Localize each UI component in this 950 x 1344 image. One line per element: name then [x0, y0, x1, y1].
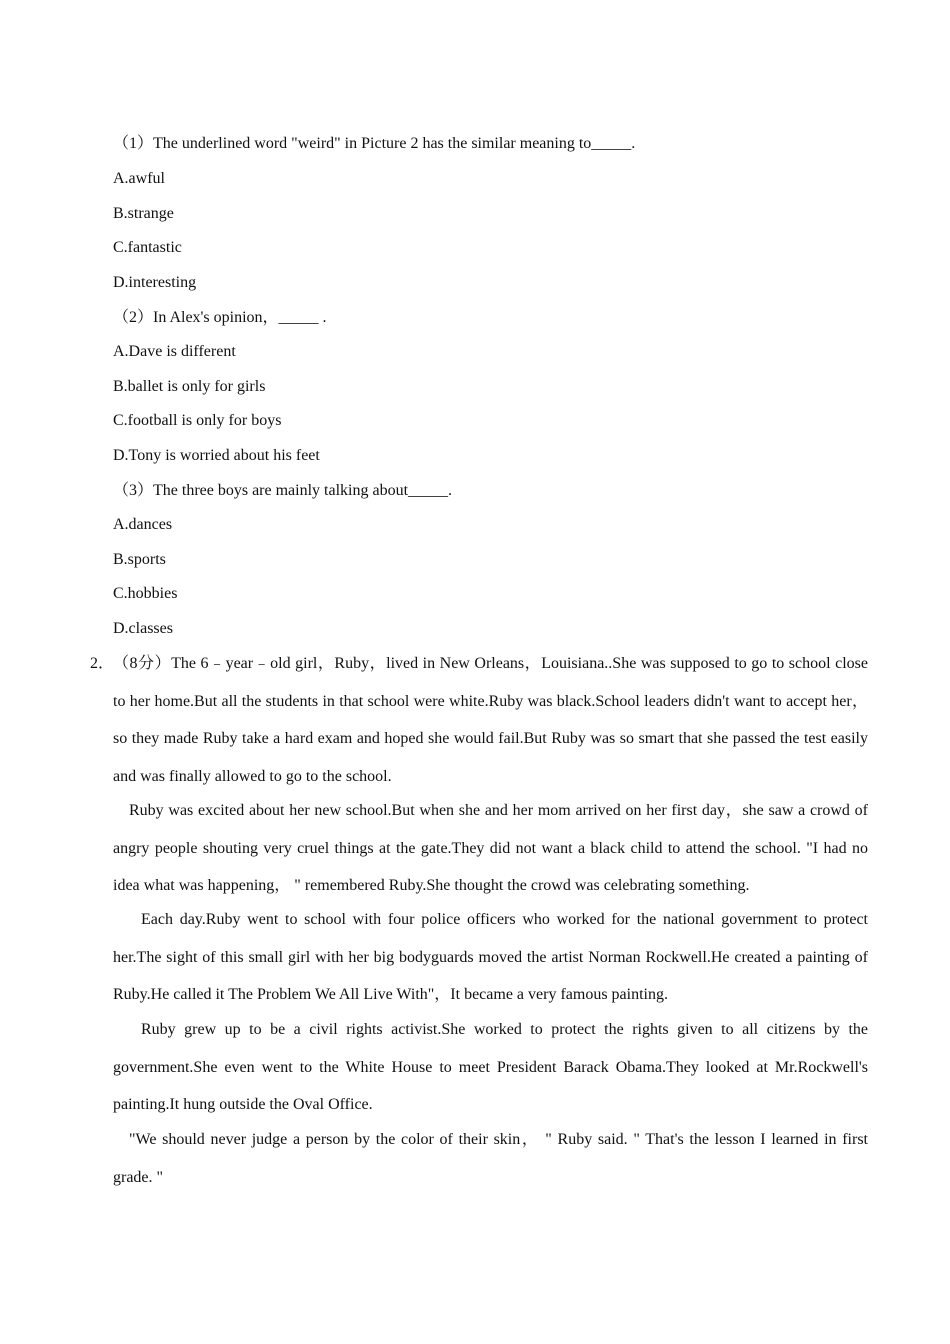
question-2-stem: （2）In Alex's opinion，_____ .	[113, 309, 327, 326]
question-number-2: 2．	[90, 655, 115, 672]
question-1-option-b: B.strange	[113, 205, 174, 222]
question-1-stem: （1）The underlined word "weird" in Picture 2 has the similar meaning to_____.	[113, 135, 636, 152]
passage-paragraph-5: "We should never judge a person by the color of their skin， " Ruby said. " That's the lesson I learned in first grade. "	[113, 1131, 868, 1186]
question-2-option-c: C.football is only for boys	[113, 412, 282, 429]
passage-paragraph-4: Ruby grew up to be a civil rights activist.She worked to protect the rights given to all citizens by the government.She even went to the White House to meet President Barack Obama.They looked at Mr.Rockwell's painting.It hung outside the Oval Office.	[113, 1021, 868, 1113]
question-3-option-a: A.dances	[113, 516, 173, 533]
question-3-option-c: C.hobbies	[113, 585, 178, 602]
passage-paragraph-2: Ruby was excited about her new school.But when she and her mom arrived on her first day，she saw a crowd of angry people shouting very cruel things at the gate.They did not want a black child to attend the school. "I had no idea what was happening， " remembered Ruby.She thought the crowd was celebrating something.	[113, 802, 868, 894]
question-3-option-b: B.sports	[113, 551, 166, 568]
question-1-option-a: A.awful	[113, 170, 165, 187]
passage-paragraph-3: Each day.Ruby went to school with four police officers who worked for the national government to protect her.The sight of this small girl with her big bodyguards moved the artist Norman Rockwell.He created a painting of Ruby.He called it The Problem We All Live With"，It became a very famous painting.	[113, 911, 868, 1003]
question-2-option-b: B.ballet is only for girls	[113, 378, 266, 395]
passage-paragraph-1: （8分）The 6﹣year﹣old girl，Ruby，lived in New Orleans，Louisiana..She was supposed to go to school close to her home.But all the students in that school were white.Ruby was black.School leaders didn't want to accept her， so they made Ruby take a hard exam and hoped she would fail.But Ruby was so smart that she passed the test easily and was finally allowed to go to the school.	[113, 655, 868, 785]
question-2-option-d: D.Tony is worried about his feet	[113, 447, 320, 464]
question-2-option-a: A.Dave is different	[113, 343, 236, 360]
question-1-option-d: D.interesting	[113, 274, 197, 291]
question-3-option-d: D.classes	[113, 620, 173, 637]
question-3-stem: （3）The three boys are mainly talking about_____.	[113, 482, 453, 499]
question-1-option-c: C.fantastic	[113, 239, 182, 256]
